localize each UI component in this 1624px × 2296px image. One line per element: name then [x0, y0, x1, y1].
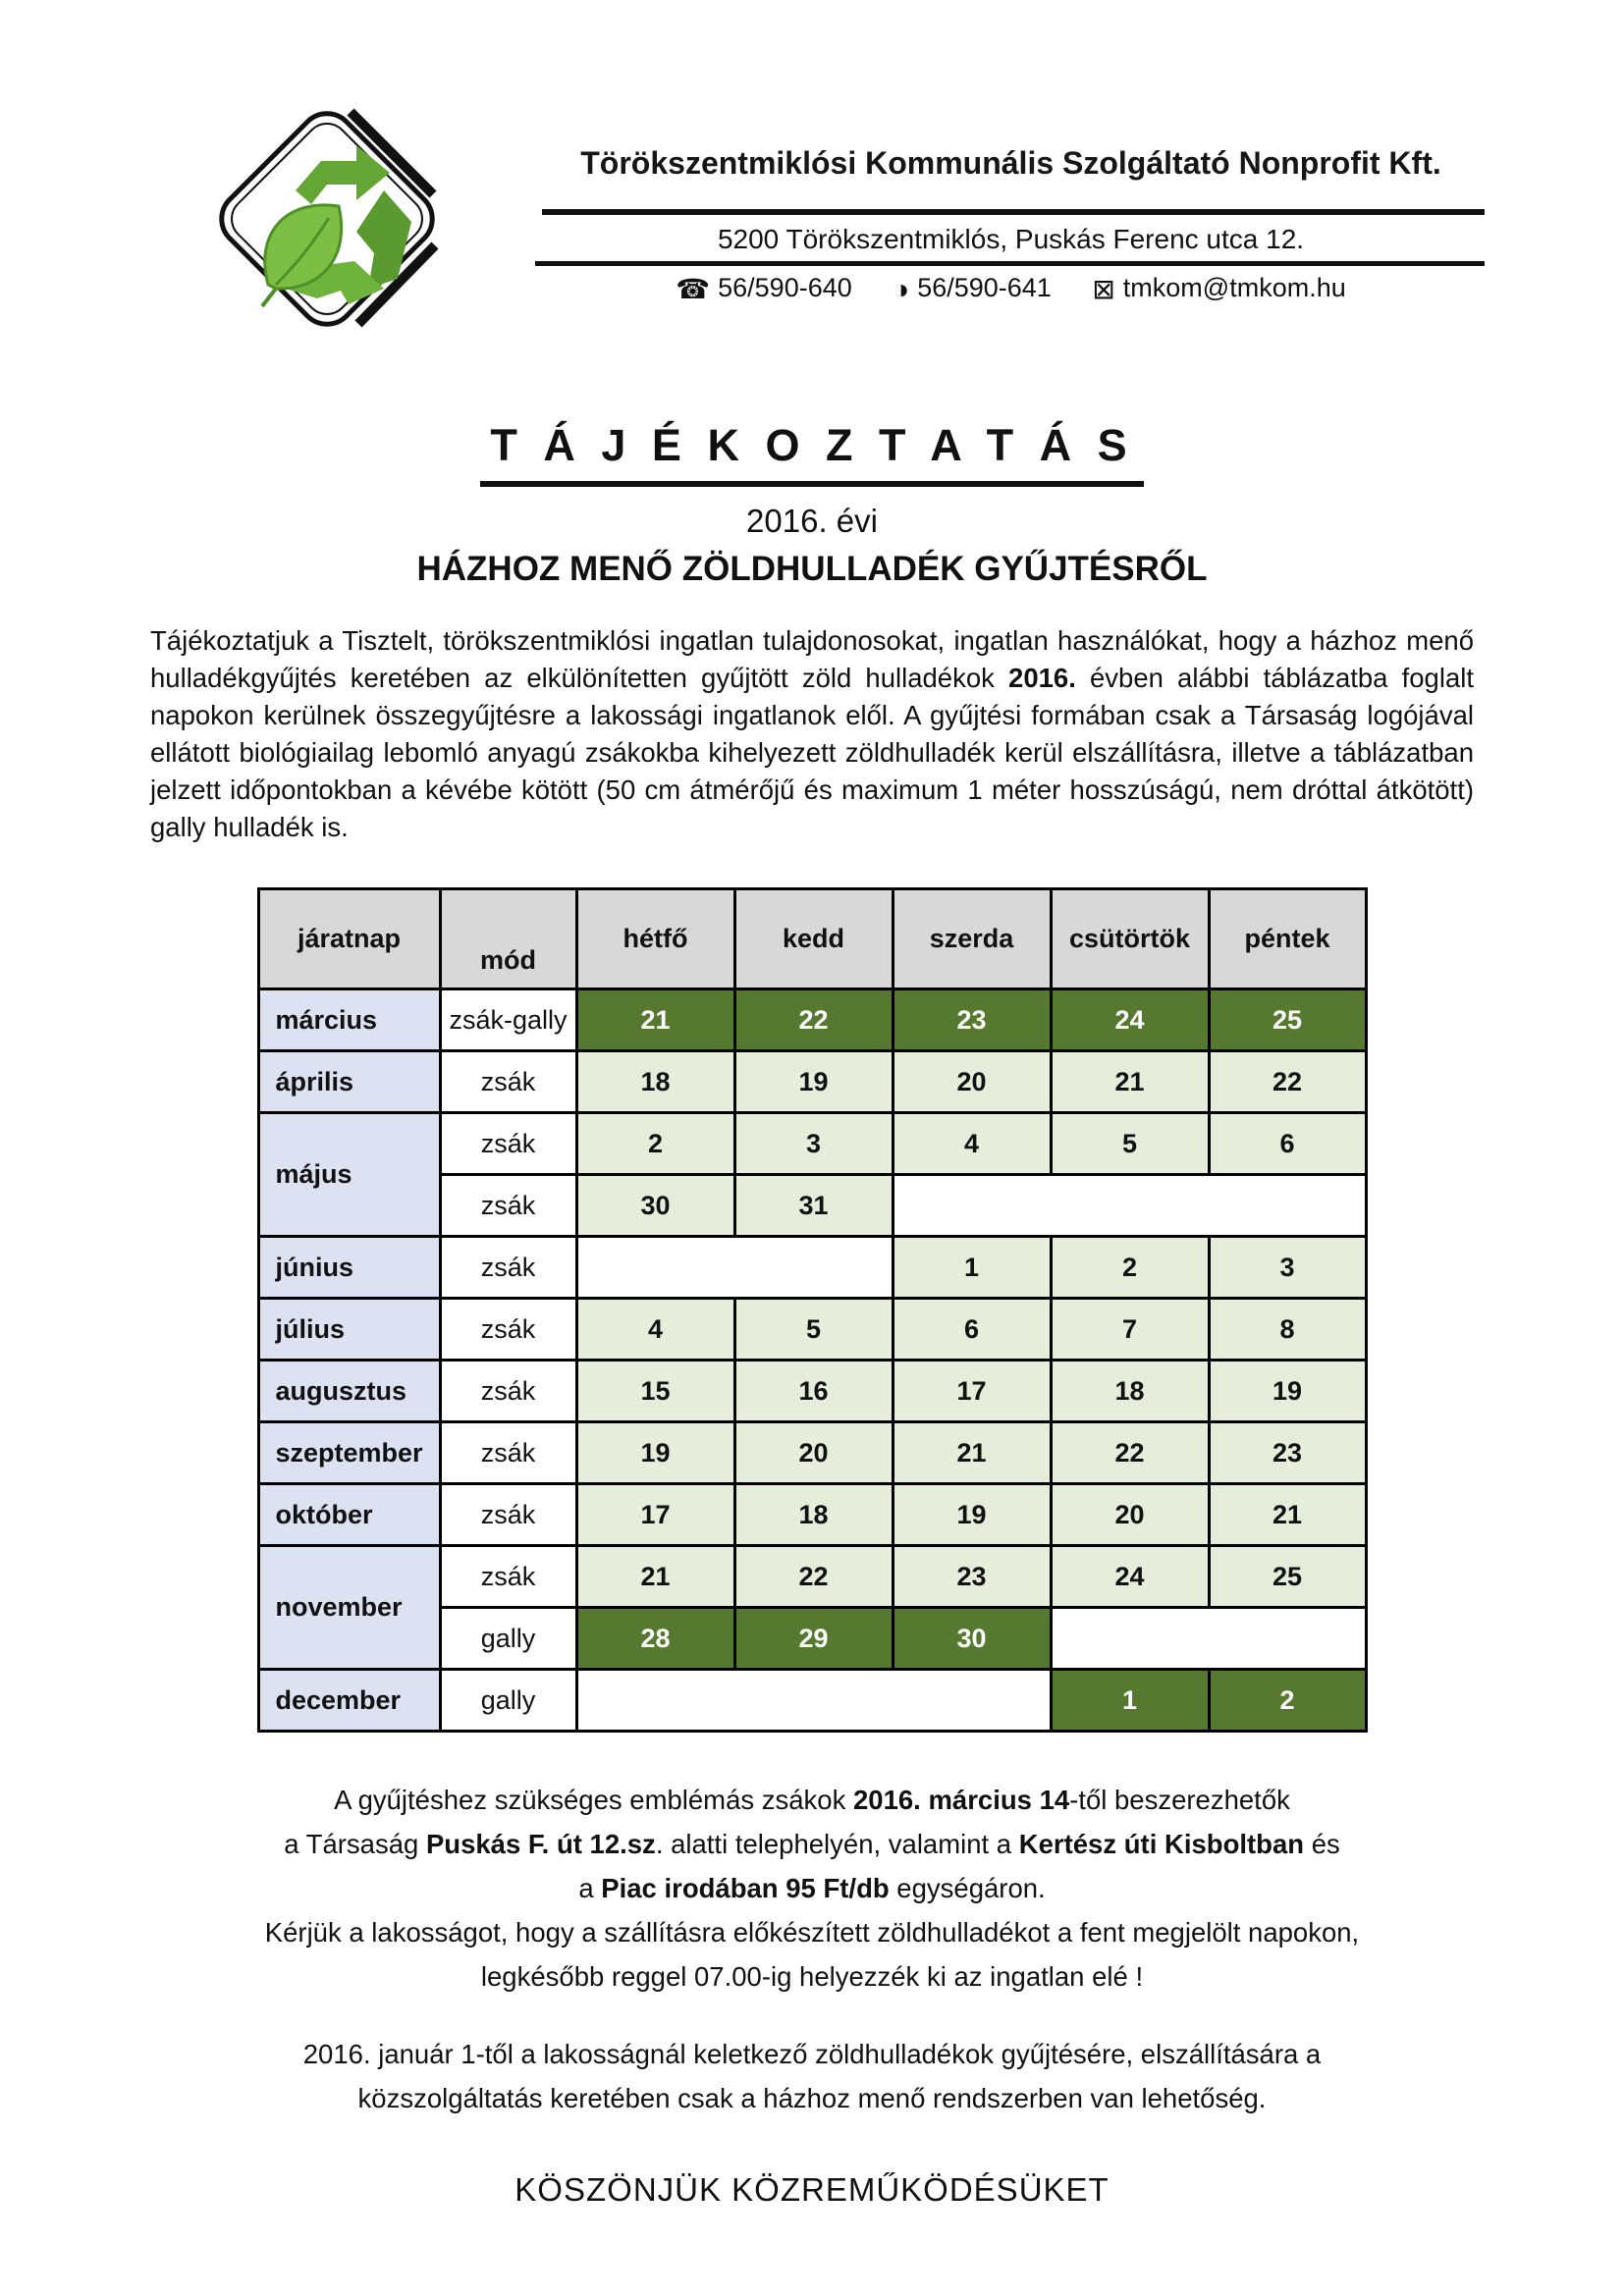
request-line1: Kérjük a lakosságot, hogy a szállításra előkészített zöldhulladékot a fent megjelölt napokon,: [264, 1917, 1360, 1948]
date-cell: 22: [1051, 1422, 1209, 1484]
month-cell: június: [258, 1237, 440, 1299]
schedule-table-body: [258, 989, 1366, 1732]
phone1-number: 56/590-640: [718, 273, 852, 302]
request-line2: legkésőbb reggel 07.00-ig helyezzék ki az ingatlan elé !: [480, 1961, 1144, 1992]
thanks-line: KÖSZÖNJÜK KÖZREMŰKÖDÉSÜKET: [514, 2171, 1110, 2208]
service-note-line2: közszolgáltatás keretében csak a házhoz menő rendszerben van lehetőség.: [357, 2083, 1267, 2113]
bag-info-line3: [0, 1866, 1624, 1910]
date-cell: 25: [1209, 1546, 1366, 1608]
table-row: [258, 1051, 1366, 1113]
phone2-group: [893, 273, 1052, 302]
date-cell: 28: [576, 1608, 734, 1670]
bag-info-block: [0, 1778, 1624, 1999]
date-cell: 31: [734, 1175, 893, 1237]
date-cell: 7: [1051, 1299, 1209, 1361]
empty-cell: [576, 1670, 1051, 1732]
date-cell: 21: [1209, 1484, 1366, 1546]
date-cell: 17: [893, 1361, 1051, 1422]
service-note-line1: 2016. január 1-től a lakosságnál keletkező zöldhulladékok gyűjtésére, elszállítására a: [302, 2039, 1322, 2069]
recycle-leaf-logo-icon: [201, 96, 457, 342]
line1-bold: 2016. március 14: [853, 1785, 1070, 1815]
col-header-hetfo: hétfő: [576, 889, 734, 989]
fax-icon: ◑: [893, 274, 910, 304]
empty-cell: [893, 1175, 1366, 1237]
mode-cell: zsák: [440, 1484, 576, 1546]
date-cell: 21: [1051, 1051, 1209, 1113]
table-row: [258, 1361, 1366, 1422]
col-header-pentek: péntek: [1209, 889, 1366, 989]
date-cell: 22: [734, 989, 893, 1051]
table-row: [258, 1299, 1366, 1361]
line2-bold1: Puskás F. út 12.sz: [425, 1829, 656, 1859]
line3-a: a: [578, 1873, 602, 1903]
date-cell: 25: [1209, 989, 1366, 1051]
intro-part2: évben alábbi táblázatba foglalt napokon kerülnek összegyűjtésre a lakossági ingatlanok elől. A gyűjtési formában csak a Társaság logójával ellátott biológiailag lebomló anyagú zsákokba kihelyezett zöldhulladék kerül elszállításra, illetve a táblázatban jelzett időpontokban a kévébe kötött (50 cm átmérőjű és maximum 1 méter hosszúságú, nem dróttal átkötött) gally hulladék is.: [150, 663, 1474, 842]
line1-c: -től beszerezhetők: [1069, 1785, 1290, 1815]
col-header-csutortok: csütörtök: [1051, 889, 1209, 989]
table-row: [258, 1422, 1366, 1484]
service-note-block: [0, 2032, 1624, 2120]
date-cell: 20: [1051, 1484, 1209, 1546]
date-cell: 19: [893, 1484, 1051, 1546]
date-cell: 4: [893, 1113, 1051, 1175]
line3-c: egységáron.: [889, 1873, 1046, 1903]
schedule-table-head: [258, 889, 1366, 989]
month-cell: augusztus: [258, 1361, 440, 1422]
date-cell: 1: [1051, 1670, 1209, 1732]
line1-a: A gyűjtéshez szükséges emblémás zsákok: [334, 1785, 853, 1815]
mode-cell: zsák: [440, 1299, 576, 1361]
date-cell: 20: [893, 1051, 1051, 1113]
month-cell: szeptember: [258, 1422, 440, 1484]
date-cell: 17: [576, 1484, 734, 1546]
month-cell: április: [258, 1051, 440, 1113]
date-cell: 5: [1051, 1113, 1209, 1175]
date-cell: 20: [734, 1422, 893, 1484]
mode-cell: zsák: [440, 1113, 576, 1175]
col-header-szerda: szerda: [893, 889, 1051, 989]
date-cell: 21: [893, 1422, 1051, 1484]
date-cell: 22: [1209, 1051, 1366, 1113]
mode-cell: gally: [440, 1608, 576, 1670]
date-cell: 24: [1051, 989, 1209, 1051]
col-header-kedd: kedd: [734, 889, 893, 989]
date-cell: 24: [1051, 1546, 1209, 1608]
date-cell: 3: [734, 1113, 893, 1175]
empty-cell: [576, 1237, 893, 1299]
date-cell: 6: [893, 1299, 1051, 1361]
page-title: T Á J É K O Z T A T Á S: [480, 420, 1143, 487]
title-block: [0, 420, 1624, 589]
header-row: [258, 889, 1366, 989]
date-cell: 30: [893, 1608, 1051, 1670]
table-row: [258, 1237, 1366, 1299]
date-cell: 23: [1209, 1422, 1366, 1484]
title-subtitle: HÁZHOZ MENŐ ZÖLDHULLADÉK GYŰJTÉSRŐL: [416, 550, 1208, 588]
date-cell: 21: [576, 1546, 734, 1608]
date-cell: 21: [576, 989, 734, 1051]
date-cell: 3: [1209, 1237, 1366, 1299]
email-group: [1092, 273, 1345, 302]
col-header-jaratnap: járatnap: [258, 889, 440, 989]
date-cell: 15: [576, 1361, 734, 1422]
mode-cell: zsák: [440, 1175, 576, 1237]
header-rule-top: [542, 209, 1485, 215]
date-cell: 16: [734, 1361, 893, 1422]
month-cell: november: [258, 1546, 440, 1670]
phone1-group: [676, 273, 852, 302]
month-cell: július: [258, 1299, 440, 1361]
col-header-mod: mód: [440, 889, 576, 989]
company-logo: [201, 96, 457, 342]
table-row: [258, 1670, 1366, 1732]
mode-cell: zsák: [440, 1422, 576, 1484]
date-cell: 4: [576, 1299, 734, 1361]
date-cell: 19: [576, 1422, 734, 1484]
date-cell: 2: [576, 1113, 734, 1175]
mode-cell: zsák-gally: [440, 989, 576, 1051]
mode-cell: zsák: [440, 1361, 576, 1422]
month-cell: december: [258, 1670, 440, 1732]
date-cell: 29: [734, 1608, 893, 1670]
line2-e: és: [1304, 1829, 1340, 1859]
letterhead: [0, 0, 1624, 344]
contact-row: [535, 273, 1487, 305]
title-year: 2016. évi: [746, 503, 878, 539]
date-cell: 19: [734, 1051, 893, 1113]
line2-c: . alatti telephelyén, valamint a: [655, 1829, 1019, 1859]
date-cell: 5: [734, 1299, 893, 1361]
date-cell: 19: [1209, 1361, 1366, 1422]
intro-bold-year: 2016.: [1008, 663, 1076, 693]
collection-schedule-table: [257, 887, 1368, 1733]
bag-info-line2: [0, 1822, 1624, 1866]
date-cell: 2: [1209, 1670, 1366, 1732]
bag-info-line1: [0, 1778, 1624, 1822]
table-row: [258, 989, 1366, 1051]
company-address: 5200 Törökszentmiklós, Puskás Ferenc utca 12.: [717, 224, 1305, 254]
line2-a: a Társaság: [284, 1829, 426, 1859]
mode-cell: zsák: [440, 1237, 576, 1299]
date-cell: 1: [893, 1237, 1051, 1299]
email-address: tmkom@tmkom.hu: [1122, 273, 1346, 302]
header-rule-bottom: [535, 261, 1485, 266]
date-cell: 18: [576, 1051, 734, 1113]
empty-cell: [1051, 1608, 1366, 1670]
month-cell: március: [258, 989, 440, 1051]
date-cell: 18: [1051, 1361, 1209, 1422]
table-row: [258, 1113, 1366, 1175]
month-cell: május: [258, 1113, 440, 1237]
telephone-icon: ☎: [676, 274, 711, 304]
phone2-number: 56/590-641: [917, 273, 1052, 302]
date-cell: 8: [1209, 1299, 1366, 1361]
mode-cell: gally: [440, 1670, 576, 1732]
mode-cell: zsák: [440, 1546, 576, 1608]
envelope-icon: ⊠: [1092, 274, 1115, 304]
date-cell: 2: [1051, 1237, 1209, 1299]
date-cell: 18: [734, 1484, 893, 1546]
mode-cell: zsák: [440, 1051, 576, 1113]
date-cell: 23: [893, 989, 1051, 1051]
date-cell: 23: [893, 1546, 1051, 1608]
month-cell: október: [258, 1484, 440, 1546]
line3-bold: Piac irodában 95 Ft/db: [601, 1873, 890, 1903]
company-name: Törökszentmiklósi Kommunális Szolgáltató Nonprofit Kft.: [580, 145, 1441, 181]
date-cell: 30: [576, 1175, 734, 1237]
intro-paragraph: [150, 622, 1474, 846]
line2-bold2: Kertész úti Kisboltban: [1018, 1829, 1305, 1859]
table-row: [258, 1546, 1366, 1608]
table-row: [258, 1484, 1366, 1546]
date-cell: 22: [734, 1546, 893, 1608]
intro-part1: Tájékoztatjuk a Tisztelt, törökszentmiklósi ingatlan tulajdonosokat, ingatlan használókat, hogy a házhoz menő hulladékgyűjtés keretében az elkülönítetten gyűjtött zöld hulladékok: [150, 625, 1474, 693]
date-cell: 6: [1209, 1113, 1366, 1175]
